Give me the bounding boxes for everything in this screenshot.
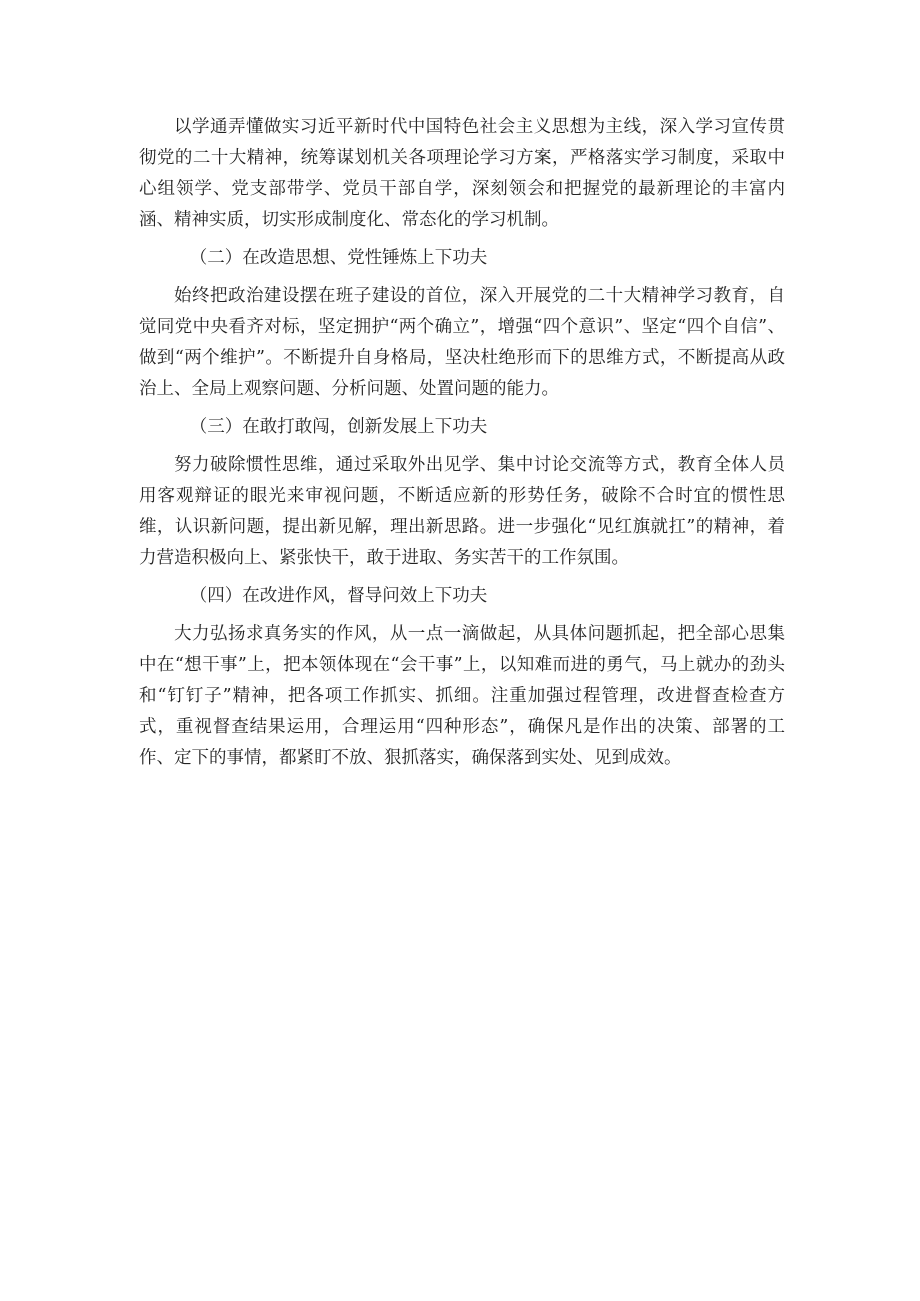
document-body <box>139 112 785 774</box>
paragraph-political-building: 始终把政治建设摆在班子建设的首位，深入开展党的二十大精神学习教育，自觉同党中央看齐对标，坚定拥护“两个确立”，增强“四个意识”、坚定“四个自信”、做到“两个维护”。不断提升自身格局，坚决杜绝形而下的思维方式，不断提高从政治上、全局上观察问题、分析问题、处置问题的能力。 <box>139 286 785 399</box>
heading-innovation-development: （三）在敢打敢闯，创新发展上下功夫 <box>189 417 488 437</box>
paragraph-pragmatic-style: 大力弘扬求真务实的作风，从一点一滴做起，从具体问题抓起，把全部心思集中在“想干事”上，把本领体现在“会干事”上，以知难而进的勇气，马上就办的劲头和“钉钉子”精神，把各项工作抓实、抓细。注重加强过程管理，改进督查检查方式，重视督查结果运用，合理运用“四种形态”，确保凡是作出的决策、部署的工作、定下的事情，都紧盯不放、狠抓落实，确保落到实处、见到成效。 <box>139 624 785 768</box>
heading-improve-work-style: （四）在改进作风，督导问效上下功夫 <box>189 586 488 606</box>
paragraph-break-inertia: 努力破除惯性思维，通过采取外出见学、集中讨论交流等方式，教育全体人员用客观辩证的眼光来审视问题，不断适应新的形势任务，破除不合时宜的惯性思维，认识新问题，提出新见解，理出新思路。进一步强化“见红旗就扛”的精神，着力营造积极向上、紧张快干，敢于进取、务实苦干的工作氛围。 <box>139 455 785 568</box>
paragraph-study-mechanism: 以学通弄懂做实习近平新时代中国特色社会主义思想为主线，深入学习宣传贯彻党的二十大精神，统筹谋划机关各项理论学习方案，严格落实学习制度，采取中心组领学、党支部带学、党员干部自学，深刻领会和把握党的最新理论的丰富内涵、精神实质，切实形成制度化、常态化的学习机制。 <box>139 117 785 230</box>
heading-ideological-reform: （二）在改造思想、党性锤炼上下功夫 <box>189 248 488 268</box>
